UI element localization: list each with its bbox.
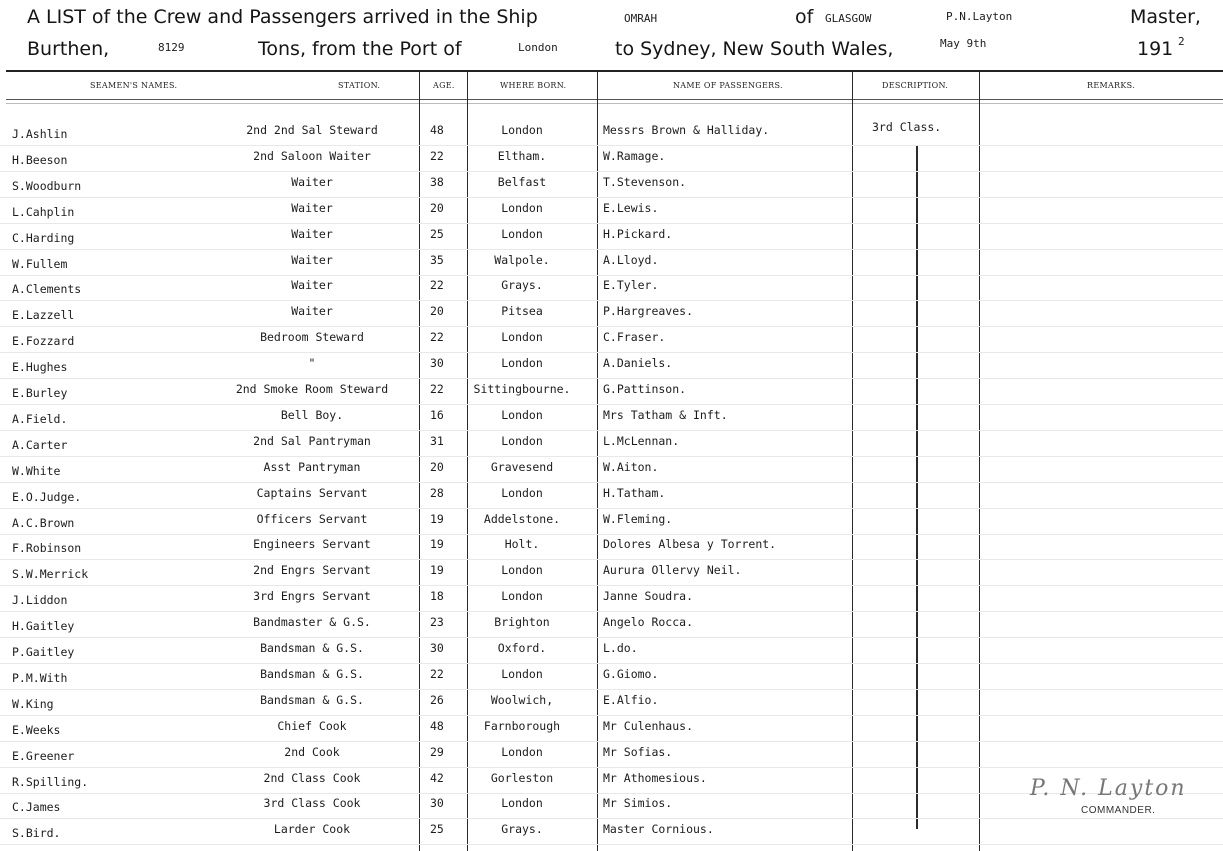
- age: 18: [430, 589, 444, 603]
- title-tons-from: Tons, from the Port of: [258, 38, 462, 60]
- seaman-name: E.Hughes: [12, 360, 68, 374]
- passenger-name: L.McLennan.: [603, 434, 680, 448]
- birthplace: Holt.: [504, 537, 540, 551]
- passenger-name: Mrs Tatham & Inft.: [603, 408, 728, 422]
- table-row: [0, 563, 1223, 583]
- ruled-line: [0, 223, 1223, 224]
- ruled-line: [0, 249, 1223, 250]
- age: 20: [430, 304, 444, 318]
- table-header-rule-2: [6, 103, 1223, 104]
- table-row: [0, 512, 1223, 532]
- seaman-name: S.W.Merrick: [12, 567, 89, 581]
- birthplace: London: [501, 356, 543, 370]
- station: Waiter: [291, 227, 333, 241]
- seaman-name: W.King: [12, 697, 54, 711]
- age: 25: [430, 227, 444, 241]
- table-row: [0, 822, 1223, 842]
- table-row: [0, 382, 1223, 402]
- station: Bandmaster & G.S.: [253, 615, 371, 629]
- birthplace: Woolwich,: [490, 693, 554, 707]
- ruled-line: [0, 689, 1223, 690]
- table-row: [0, 486, 1223, 506]
- seaman-name: R.Spilling.: [12, 775, 89, 789]
- seaman-name: A.Clements: [12, 282, 82, 296]
- title-lead: A LIST of the Crew and Passengers arrived in the Ship: [27, 6, 538, 28]
- commander-signature: P. N. Layton: [1030, 776, 1187, 801]
- station: Bandsman & G.S.: [260, 641, 364, 655]
- birthplace: London: [501, 486, 543, 500]
- seaman-name: C.Harding: [12, 231, 75, 245]
- birthplace: Brighton: [494, 615, 550, 629]
- passenger-name: Dolores Albesa y Torrent.: [603, 537, 777, 551]
- station: 2nd Engrs Servant: [253, 563, 371, 577]
- ruled-line: [0, 611, 1223, 612]
- station: Bandsman & G.S.: [260, 693, 364, 707]
- birthplace: London: [501, 434, 543, 448]
- ruled-line: [0, 767, 1223, 768]
- seaman-name: E.Burley: [12, 386, 68, 400]
- station: Larder Cook: [273, 822, 351, 836]
- ruled-line: [0, 663, 1223, 664]
- ruled-line: [0, 637, 1223, 638]
- ruled-line: [0, 171, 1223, 172]
- ruled-line: [0, 275, 1223, 276]
- station: Bell Boy.: [280, 408, 344, 422]
- arrival-date: May 9th: [940, 37, 987, 50]
- passenger-name: W.Fleming.: [603, 512, 673, 526]
- table-row: [0, 201, 1223, 221]
- passenger-name: Janne Soudra.: [603, 589, 694, 603]
- table-row: [0, 615, 1223, 635]
- seaman-name: P.Gaitley: [12, 645, 75, 659]
- passenger-name: Angelo Rocca.: [603, 615, 694, 629]
- station: 2nd Class Cook: [263, 771, 361, 785]
- title-destination: to Sydney, New South Wales,: [615, 38, 894, 60]
- seaman-name: E.O.Judge.: [12, 490, 82, 504]
- ruled-line: [0, 456, 1223, 457]
- passenger-name: Messrs Brown & Halliday.: [603, 123, 770, 137]
- seaman-name: C.James: [12, 800, 61, 814]
- station: Bedroom Steward: [260, 330, 364, 344]
- birthplace: Eltham.: [497, 149, 547, 163]
- age: 22: [430, 382, 444, 396]
- age: 19: [430, 563, 444, 577]
- table-row: [0, 123, 1223, 143]
- age: 48: [430, 719, 444, 733]
- age: 30: [430, 356, 444, 370]
- station: 3rd Engrs Servant: [253, 589, 371, 603]
- seaman-name: H.Gaitley: [12, 619, 75, 633]
- birthplace: London: [501, 745, 543, 759]
- passenger-name: Mr Athomesious.: [603, 771, 707, 785]
- passenger-name: C.Fraser.: [603, 330, 666, 344]
- col-heading-remarks: REMARKS.: [1087, 81, 1135, 90]
- seaman-name: E.Greener: [12, 749, 75, 763]
- seaman-name: E.Fozzard: [12, 334, 75, 348]
- ruled-line: [0, 197, 1223, 198]
- station: Waiter: [291, 253, 333, 267]
- birthplace: London: [501, 123, 543, 137]
- title-burthen: Burthen,: [27, 38, 110, 60]
- station: Chief Cook: [277, 719, 347, 733]
- age: 22: [430, 149, 444, 163]
- birthplace: Grays.: [501, 278, 543, 292]
- seaman-name: S.Woodburn: [12, 179, 82, 193]
- age: 48: [430, 123, 444, 137]
- age: 26: [430, 693, 444, 707]
- age: 19: [430, 512, 444, 526]
- ship-name: OMRAH: [624, 12, 658, 25]
- year-prefix: 191: [1137, 38, 1174, 60]
- description-class: 3rd Class.: [872, 120, 942, 134]
- station: Engineers Servant: [253, 537, 371, 551]
- age: 38: [430, 175, 444, 189]
- passenger-name: G.Giomo.: [603, 667, 659, 681]
- ruled-line: [0, 508, 1223, 509]
- passenger-name: G.Pattinson.: [603, 382, 687, 396]
- table-row: [0, 278, 1223, 298]
- departure-port: London: [518, 41, 558, 54]
- col-heading-passengers: NAME OF PASSENGERS.: [673, 81, 783, 90]
- commander-label: COMMANDER.: [1081, 805, 1156, 816]
- birthplace: Pitsea: [501, 304, 543, 318]
- table-row: [0, 149, 1223, 169]
- seaman-name: J.Ashlin: [12, 127, 68, 141]
- birthplace: London: [501, 589, 543, 603]
- col-heading-age: AGE.: [433, 81, 455, 90]
- birthplace: London: [501, 227, 543, 241]
- seaman-name: A.C.Brown: [12, 516, 75, 530]
- birthplace: Addelstone.: [483, 512, 561, 526]
- table-row: [0, 460, 1223, 480]
- passenger-name: L.do.: [603, 641, 638, 655]
- passenger-name: A.Daniels.: [603, 356, 673, 370]
- station: ": [308, 356, 316, 370]
- age: 42: [430, 771, 444, 785]
- passenger-name: T.Stevenson.: [603, 175, 687, 189]
- table-row: [0, 175, 1223, 195]
- birthplace: London: [501, 408, 543, 422]
- passenger-name: P.Hargreaves.: [603, 304, 694, 318]
- birthplace: Walpole.: [494, 253, 550, 267]
- age: 20: [430, 201, 444, 215]
- age: 22: [430, 667, 444, 681]
- birthplace: London: [501, 796, 543, 810]
- seaman-name: H.Beeson: [12, 153, 68, 167]
- seaman-name: S.Bird.: [12, 826, 61, 840]
- station: Waiter: [291, 278, 333, 292]
- station: 2nd Sal Pantryman: [253, 434, 371, 448]
- ruled-line: [0, 534, 1223, 535]
- station: 3rd Class Cook: [263, 796, 361, 810]
- birthplace: London: [501, 330, 543, 344]
- col-heading-born: WHERE BORN.: [500, 81, 567, 90]
- station: 2nd Smoke Room Steward: [235, 382, 389, 396]
- ruled-line: [0, 741, 1223, 742]
- seaman-name: A.Carter: [12, 438, 68, 452]
- table-row: [0, 356, 1223, 376]
- age: 20: [430, 460, 444, 474]
- birthplace: London: [501, 667, 543, 681]
- ruled-line: [0, 482, 1223, 483]
- age: 30: [430, 641, 444, 655]
- master-name: P.N.Layton: [946, 10, 1013, 23]
- table-row: [0, 227, 1223, 247]
- passenger-name: Mr Simios.: [603, 796, 673, 810]
- table-row: [0, 408, 1223, 428]
- passenger-name: Aurura Ollervy Neil.: [603, 563, 742, 577]
- passenger-name: Mr Culenhaus.: [603, 719, 694, 733]
- ruled-line: [0, 715, 1223, 716]
- passenger-name: H.Pickard.: [603, 227, 673, 241]
- age: 28: [430, 486, 444, 500]
- col-heading-description: DESCRIPTION.: [882, 81, 949, 90]
- age: 19: [430, 537, 444, 551]
- seaman-name: P.M.With: [12, 671, 68, 685]
- passenger-name: Mr Sofias.: [603, 745, 673, 759]
- ruled-line: [0, 844, 1223, 845]
- tonnage: 8129: [158, 41, 185, 54]
- col-heading-seamen: SEAMEN'S NAMES.: [90, 81, 178, 90]
- table-row: [0, 693, 1223, 713]
- age: 22: [430, 330, 444, 344]
- table-header-rule: [6, 99, 1223, 100]
- seaman-name: F.Robinson: [12, 541, 82, 555]
- ruled-line: [0, 818, 1223, 819]
- table-row: [0, 537, 1223, 557]
- ruled-line: [0, 326, 1223, 327]
- table-row: [0, 667, 1223, 687]
- table-row: [0, 745, 1223, 765]
- passenger-name: E.Tyler.: [603, 278, 659, 292]
- passenger-name: A.Lloyd.: [603, 253, 659, 267]
- title-master: Master,: [1130, 6, 1201, 28]
- table-row: [0, 719, 1223, 739]
- col-heading-station: STATION.: [338, 81, 381, 90]
- seaman-name: E.Lazzell: [12, 308, 75, 322]
- ruled-line: [0, 404, 1223, 405]
- passenger-name: H.Tatham.: [603, 486, 666, 500]
- ruled-line: [0, 352, 1223, 353]
- age: 29: [430, 745, 444, 759]
- seaman-name: A.Field.: [12, 412, 68, 426]
- table-row: [0, 641, 1223, 661]
- station: Captains Servant: [256, 486, 368, 500]
- passenger-name: E.Alfio.: [603, 693, 659, 707]
- seaman-name: E.Weeks: [12, 723, 61, 737]
- birthplace: London: [501, 201, 543, 215]
- passenger-name: E.Lewis.: [603, 201, 659, 215]
- seaman-name: J.Liddon: [12, 593, 68, 607]
- seaman-name: W.Fullem: [12, 257, 68, 271]
- age: 22: [430, 278, 444, 292]
- seaman-name: L.Cahplin: [12, 205, 75, 219]
- age: 31: [430, 434, 444, 448]
- ruled-line: [0, 430, 1223, 431]
- station: Bandsman & G.S.: [260, 667, 364, 681]
- age: 35: [430, 253, 444, 267]
- birthplace: Gravesend: [490, 460, 554, 474]
- seaman-name: W.White: [12, 464, 61, 478]
- age: 16: [430, 408, 444, 422]
- age: 25: [430, 822, 444, 836]
- age: 30: [430, 796, 444, 810]
- table-row: [0, 253, 1223, 273]
- table-top-rule: [6, 70, 1223, 72]
- ruled-line: [0, 300, 1223, 301]
- ruled-line: [0, 559, 1223, 560]
- passenger-name: W.Ramage.: [603, 149, 666, 163]
- station: 2nd 2nd Sal Steward: [246, 123, 378, 137]
- table-row: [0, 304, 1223, 324]
- year-suffix: 2: [1178, 35, 1185, 48]
- birthplace: Sittingbourne.: [473, 382, 571, 396]
- age: 23: [430, 615, 444, 629]
- ruled-line: [0, 585, 1223, 586]
- station: 2nd Saloon Waiter: [253, 149, 371, 163]
- port-of-registry: GLASGOW: [825, 12, 872, 25]
- table-row: [0, 330, 1223, 350]
- ruled-line: [0, 145, 1223, 146]
- table-row: [0, 434, 1223, 454]
- station: Waiter: [291, 201, 333, 215]
- station: Officers Servant: [256, 512, 368, 526]
- station: Waiter: [291, 304, 333, 318]
- passenger-name: Master Cornious.: [603, 822, 714, 836]
- birthplace: Oxford.: [497, 641, 547, 655]
- table-row: [0, 589, 1223, 609]
- station: 2nd Cook: [284, 745, 340, 759]
- birthplace: London: [501, 563, 543, 577]
- birthplace: Grays.: [501, 822, 543, 836]
- birthplace: Gorleston: [490, 771, 554, 785]
- title-of: of: [795, 6, 814, 28]
- birthplace: Farnborough: [483, 719, 561, 733]
- ruled-line: [0, 378, 1223, 379]
- passenger-name: W.Aiton.: [603, 460, 659, 474]
- birthplace: Belfast: [497, 175, 547, 189]
- station: Waiter: [291, 175, 333, 189]
- station: Asst Pantryman: [263, 460, 361, 474]
